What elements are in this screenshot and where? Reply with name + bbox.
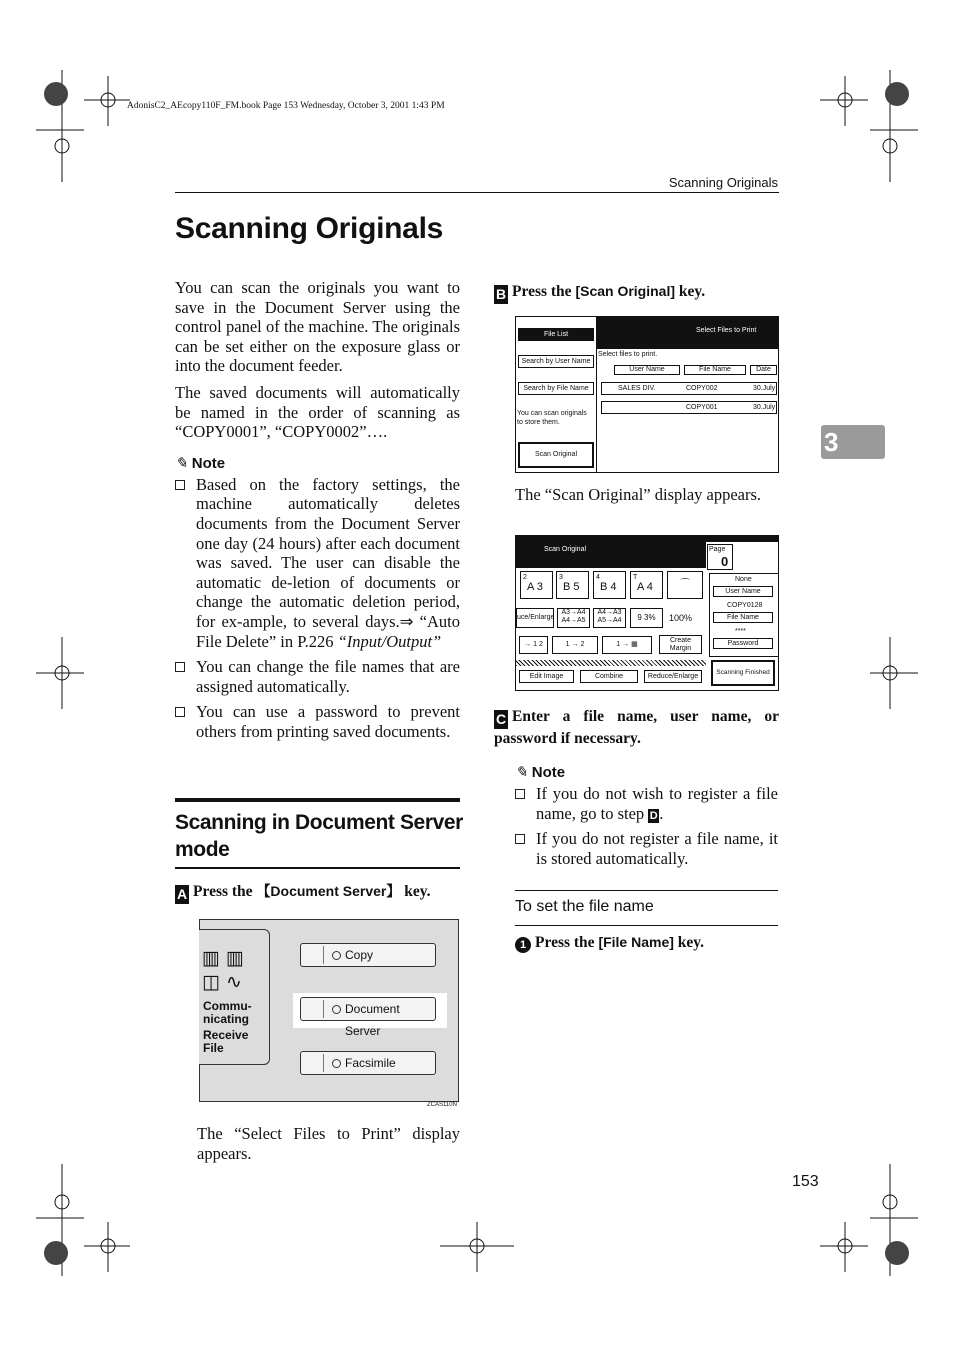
note-item bbox=[175, 475, 460, 651]
ratio-line: A4→A3 bbox=[597, 609, 622, 616]
note-label: Note bbox=[531, 764, 566, 781]
screen-title-bar bbox=[596, 317, 779, 349]
screen-message bbox=[517, 409, 587, 427]
file-name-button[interactable]: File Name bbox=[713, 612, 773, 623]
search-by-user-button[interactable]: Search by User Name bbox=[518, 355, 594, 368]
page-counter bbox=[707, 544, 733, 570]
section-rule-top bbox=[175, 798, 460, 802]
step-text: key. bbox=[400, 883, 431, 900]
tray-number: 3 bbox=[559, 574, 563, 581]
duplex-button[interactable]: → 1 2 bbox=[519, 636, 548, 654]
screen-prompt: Select files to print. bbox=[598, 351, 658, 358]
note-heading bbox=[515, 763, 778, 781]
ratio-button[interactable] bbox=[593, 608, 626, 628]
key-name: 【Document Server】 bbox=[256, 883, 401, 899]
note-text: You can use a password to prevent others from printing saved documents. bbox=[196, 702, 460, 741]
note-item bbox=[515, 829, 778, 868]
reduce-enlarge-label[interactable]: uce/Enlarge bbox=[516, 608, 554, 628]
ratio-line: A4→A5 bbox=[561, 617, 586, 624]
row-date: 30.July bbox=[753, 404, 776, 411]
section-title: Scanning in Document Server mode bbox=[175, 811, 463, 861]
ratio-line: A3→A4 bbox=[561, 609, 586, 616]
step-number: B bbox=[495, 286, 507, 302]
button-label: Document Server bbox=[345, 1002, 400, 1038]
paper-tray-button[interactable] bbox=[593, 571, 626, 599]
file-name-value: COPY0128 bbox=[727, 602, 763, 609]
intro-paragraph: You can scan the originals you want to save in the Document Server using the control panel of the machine. The originals can be set either on the exposure glass or into the document feeder. bbox=[175, 278, 460, 376]
ratio-line: A5→A4 bbox=[597, 617, 622, 624]
tray-number: 2 bbox=[523, 574, 527, 581]
header-rule bbox=[175, 192, 779, 193]
status-icons: ▥ ▥ ◫ ∿ bbox=[202, 947, 244, 993]
current-ratio: 100% bbox=[669, 613, 693, 623]
file-name-column[interactable]: File Name bbox=[684, 365, 746, 375]
reduce-enlarge-button[interactable]: Reduce/Enlarge bbox=[644, 670, 702, 683]
facsimile-button[interactable] bbox=[300, 1051, 436, 1075]
checkbox-icon bbox=[515, 789, 525, 799]
step-text: Press the bbox=[193, 883, 257, 900]
checkbox-icon bbox=[175, 707, 185, 717]
chapter-tab bbox=[821, 425, 885, 459]
row-file: COPY001 bbox=[686, 404, 718, 411]
scanning-finished-button[interactable]: Scanning Finished bbox=[711, 660, 775, 686]
select-files-screen bbox=[515, 316, 779, 473]
subsection-rule-top bbox=[515, 890, 778, 891]
edit-image-button[interactable]: Edit Image bbox=[519, 670, 574, 683]
row-user: SALES DIV. bbox=[618, 385, 656, 392]
led-indicator-icon bbox=[332, 1059, 341, 1068]
ratio-percent-button[interactable]: 9 3% bbox=[630, 608, 663, 628]
page-number: 153 bbox=[792, 1173, 819, 1190]
row-date: 30.July bbox=[753, 385, 776, 392]
screen-title-bar bbox=[516, 536, 706, 568]
page-title: Scanning Originals bbox=[175, 212, 443, 245]
create-margin-button[interactable]: Create Margin bbox=[659, 635, 702, 654]
chapter-number: 3 bbox=[824, 427, 839, 457]
copy-button[interactable] bbox=[300, 943, 436, 967]
document-server-button[interactable] bbox=[300, 997, 436, 1038]
substep-number: 1 bbox=[515, 937, 531, 953]
step-1-caption: The “Select Files to Print” display appears. bbox=[197, 1124, 460, 1163]
password-button[interactable]: Password bbox=[713, 638, 773, 649]
note-text: You can change the file names that are assigned automatically. bbox=[196, 657, 460, 696]
file-row[interactable] bbox=[601, 382, 777, 395]
note-label: Note bbox=[191, 454, 226, 472]
screen-title: Select Files to Print bbox=[696, 327, 757, 334]
note-item bbox=[515, 784, 778, 823]
button-label: Copy bbox=[345, 948, 374, 962]
pattern-strip bbox=[516, 660, 706, 666]
user-name-column[interactable]: User Name bbox=[614, 365, 680, 375]
message-line: to store them. bbox=[517, 419, 560, 426]
paper-tray-button[interactable] bbox=[630, 571, 663, 599]
step-text: key. bbox=[673, 934, 705, 951]
step-text: Enter a file name, user name, or password if necessary. bbox=[494, 708, 779, 747]
screen-title: Scan Original bbox=[544, 546, 587, 553]
control-panel-illustration bbox=[199, 919, 459, 1102]
note-text: Based on the factory settings, the machine automatically deletes documents from the Document Server one day (24 hours) after each document was saved. The user can disable the automatic de-letion of documents or change the automatic deletion period, for ex-ample, to several days.⇒ “Auto File Delete” in P.226 bbox=[196, 474, 460, 651]
pencil-icon: ✎ bbox=[515, 764, 528, 781]
note-item bbox=[175, 657, 460, 696]
checkbox-icon bbox=[175, 480, 185, 490]
page-label: Page bbox=[709, 546, 726, 553]
date-column[interactable]: Date bbox=[750, 365, 777, 375]
bypass-tray-button[interactable] bbox=[667, 571, 703, 599]
duplex-button[interactable]: 1 → 2 bbox=[552, 636, 598, 654]
checkbox-icon bbox=[175, 662, 185, 672]
step-text: Press the bbox=[535, 934, 599, 951]
key-name: [File Name] bbox=[598, 934, 674, 950]
tray-number: 4 bbox=[596, 574, 600, 581]
step-1 bbox=[175, 881, 431, 904]
substep-1 bbox=[515, 934, 704, 953]
ratio-button[interactable] bbox=[557, 608, 590, 628]
file-row[interactable] bbox=[601, 401, 777, 414]
status-strip bbox=[706, 536, 779, 542]
paper-size: B 4 bbox=[600, 581, 617, 593]
led-indicator-icon bbox=[332, 1005, 341, 1014]
note-item bbox=[175, 702, 460, 741]
panel-label: Commu- bbox=[203, 999, 252, 1013]
paper-tray-button[interactable] bbox=[520, 571, 553, 599]
tray-number: T bbox=[633, 574, 638, 581]
scan-original-screen bbox=[515, 535, 779, 691]
button-label: Facsimile bbox=[345, 1056, 396, 1070]
note-text: If you do not register a file name, it is stored automatically. bbox=[536, 829, 778, 868]
combine-mode-button[interactable]: 1 → ▦ bbox=[602, 636, 652, 654]
file-info: AdonisC2_AEcopy110F_FM.book Page 153 Wednesday, October 3, 2001 1:43 PM bbox=[127, 101, 445, 111]
password-value: **** bbox=[735, 628, 746, 635]
step-text: key. bbox=[675, 283, 706, 300]
step-reference: D bbox=[649, 809, 658, 822]
file-list-tab[interactable]: File List bbox=[518, 328, 594, 341]
figure-code: ZCAS110N bbox=[427, 1102, 457, 1108]
user-none-value: None bbox=[735, 576, 752, 583]
note-reference: “Input/Output” bbox=[337, 631, 442, 651]
scan-original-button[interactable] bbox=[518, 442, 594, 468]
step-3 bbox=[494, 707, 779, 749]
note-2 bbox=[515, 763, 778, 868]
step-2 bbox=[494, 283, 705, 304]
bypass-icon: ⌒ bbox=[680, 579, 690, 590]
paper-size: A 3 bbox=[527, 581, 543, 593]
note-heading bbox=[175, 454, 460, 472]
key-name: [Scan Original] bbox=[575, 283, 676, 299]
paper-tray-button[interactable] bbox=[556, 571, 589, 599]
panel-label: File bbox=[203, 1040, 224, 1055]
subsection-rule-bottom bbox=[515, 925, 778, 926]
search-by-file-button[interactable]: Search by File Name bbox=[518, 382, 594, 395]
subsection-title: To set the file name bbox=[515, 898, 654, 915]
paper-size: A 4 bbox=[637, 581, 653, 593]
step-text: Press the bbox=[512, 283, 576, 300]
message-line: You can scan originals bbox=[517, 410, 587, 417]
step-number: C bbox=[495, 711, 507, 727]
led-indicator-icon bbox=[332, 951, 341, 960]
panel-label: Receive bbox=[203, 1028, 249, 1042]
intro-paragraph: The saved documents will automatically be named in the order of scanning as “COPY0001”, “COPY0002”…. bbox=[175, 382, 460, 442]
pencil-icon: ✎ bbox=[175, 454, 188, 472]
page-count: 0 bbox=[721, 554, 729, 569]
left-column bbox=[175, 278, 460, 741]
panel-label: nicating bbox=[203, 1011, 250, 1026]
panel-labels bbox=[203, 1000, 252, 1054]
step-number: A bbox=[176, 886, 188, 902]
combine-button[interactable]: Combine bbox=[580, 670, 638, 683]
button-label: Scan Original bbox=[534, 451, 578, 458]
running-head: Scanning Originals bbox=[668, 175, 778, 190]
row-file: COPY002 bbox=[686, 385, 718, 392]
paper-size: B 5 bbox=[563, 581, 580, 593]
user-name-button[interactable]: User Name bbox=[713, 586, 773, 597]
note-text: If you do not wish to register a file name, go to step bbox=[536, 784, 778, 823]
checkbox-icon bbox=[515, 834, 525, 844]
note-text: . bbox=[659, 803, 664, 823]
step-2-caption: The “Scan Original” display appears. bbox=[515, 485, 762, 504]
section-rule-bottom bbox=[175, 867, 460, 869]
